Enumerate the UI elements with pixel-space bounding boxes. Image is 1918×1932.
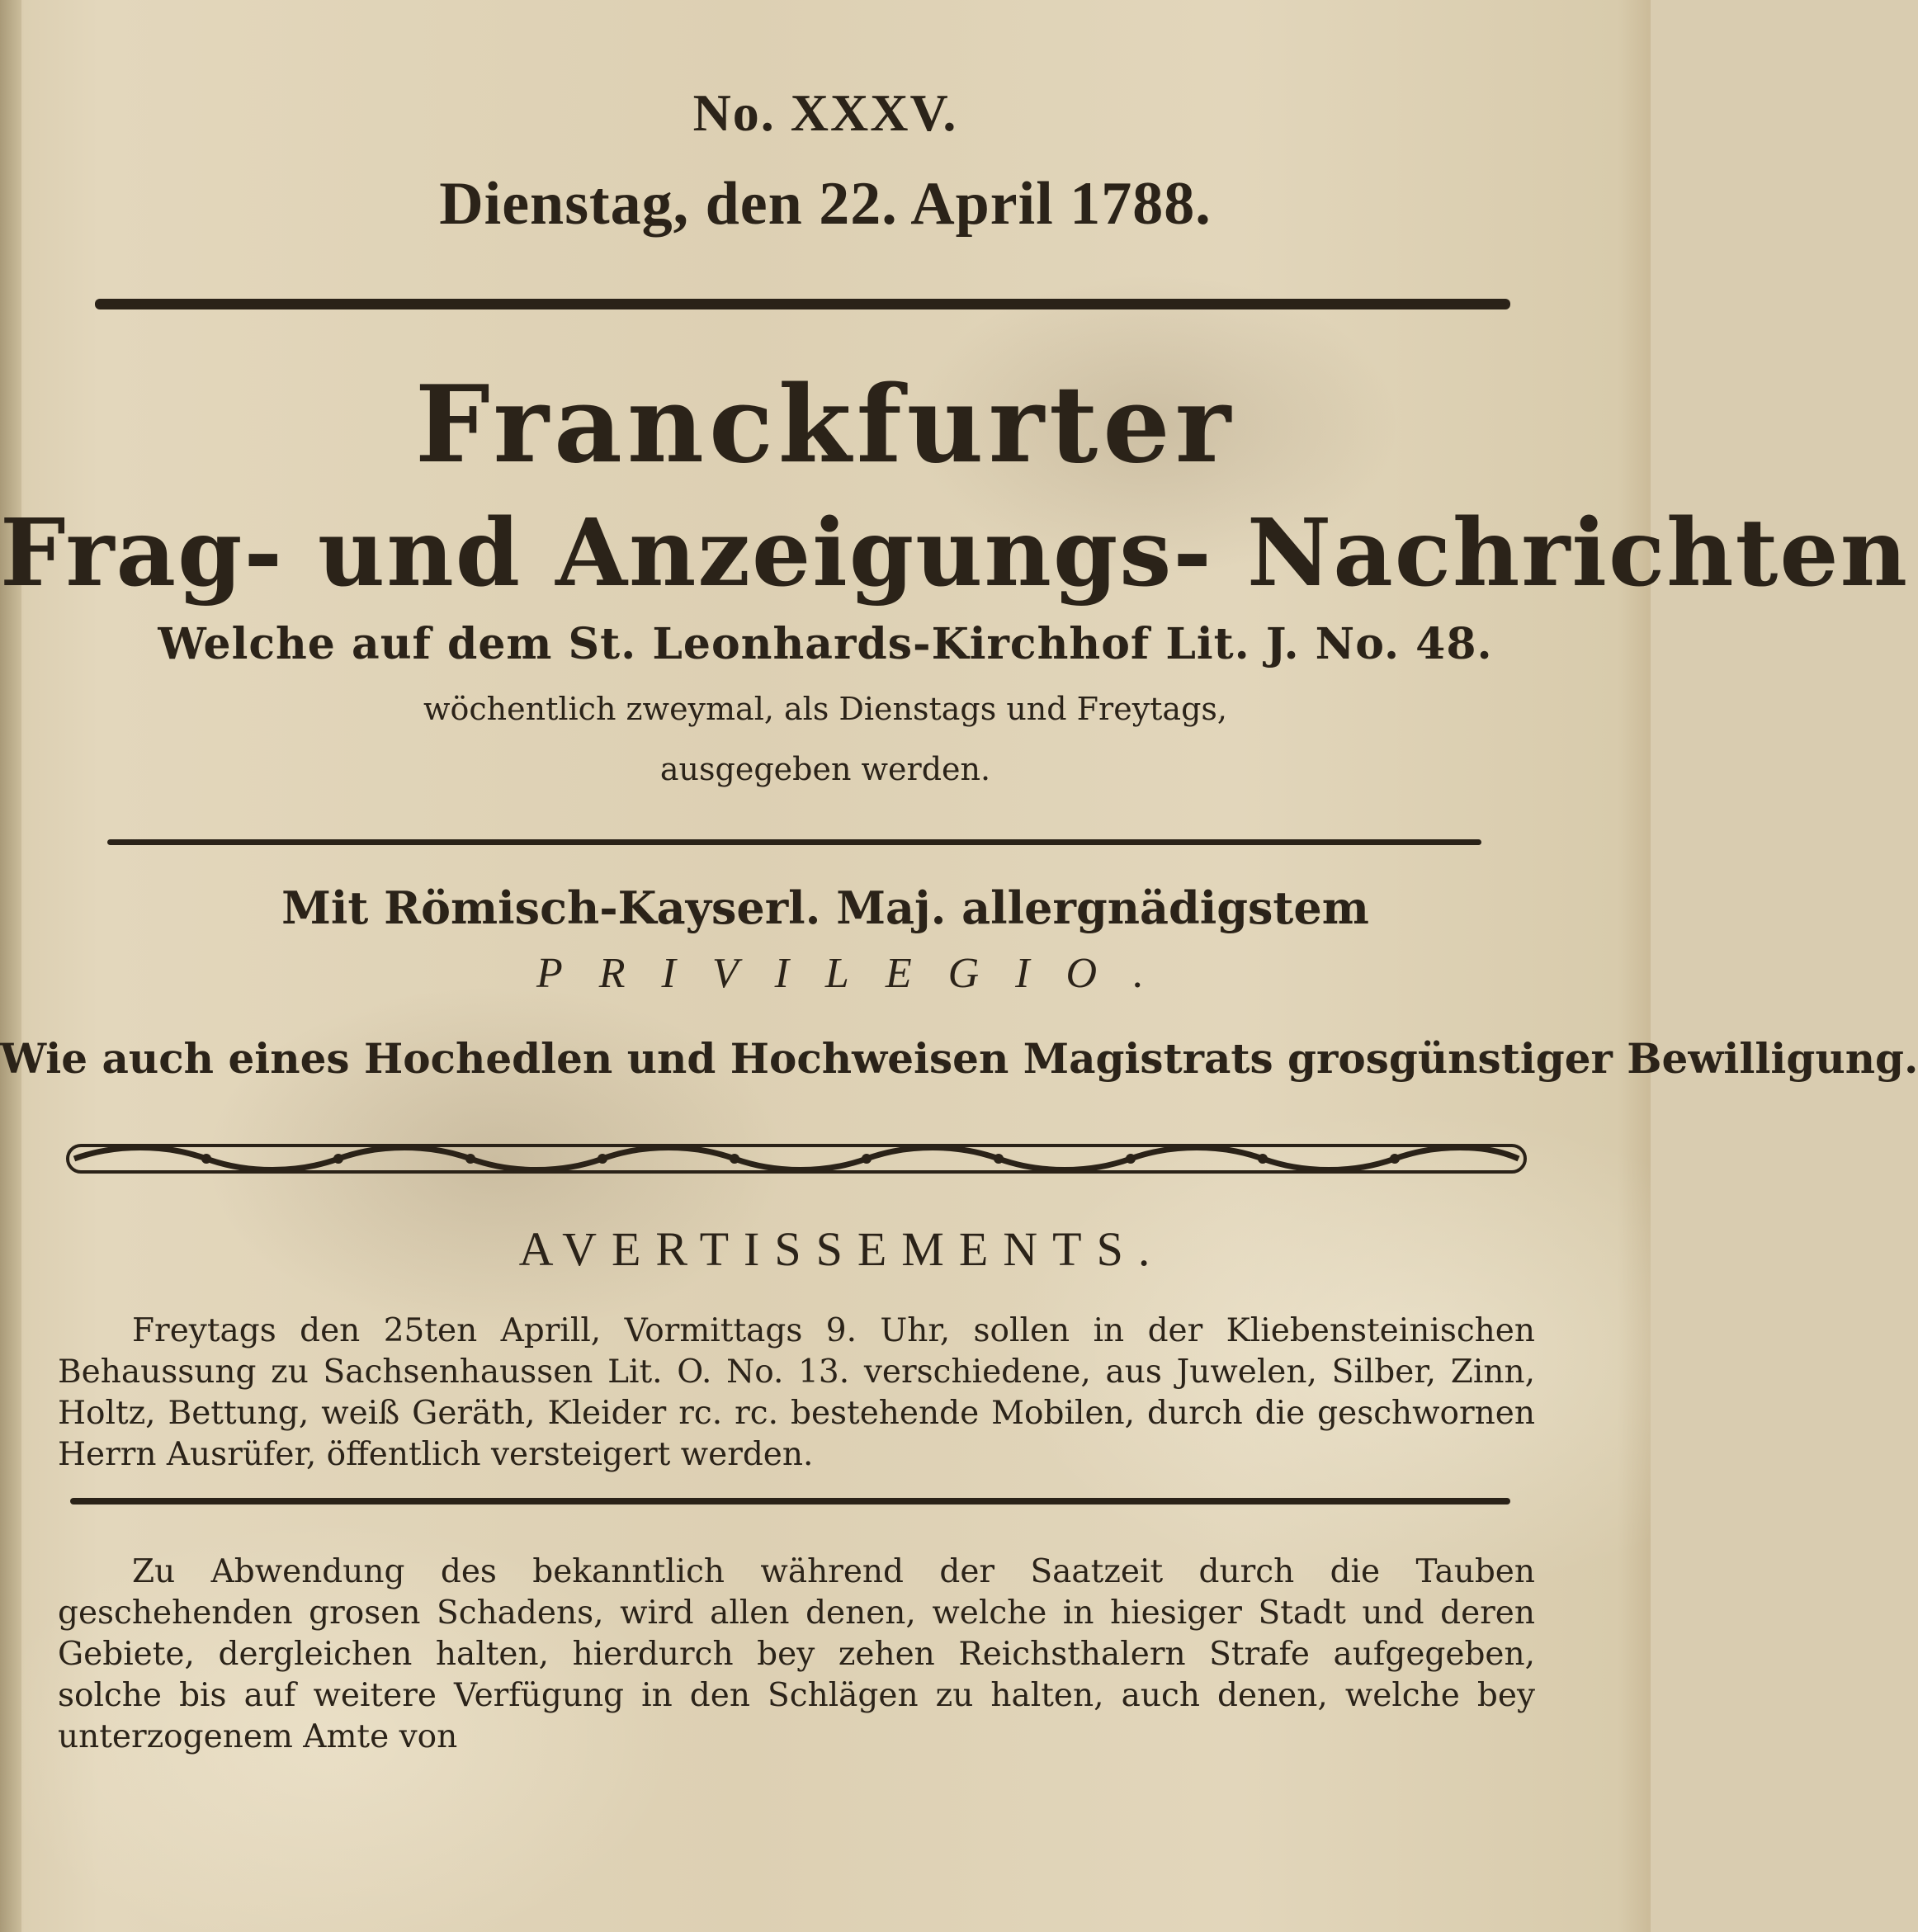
notice-paragraph (58, 1552, 1535, 1758)
privilegio-heading: PRIVILEGIO. (536, 950, 1181, 997)
issue-date: Dienstag, den 22. April 1788. (439, 170, 1212, 238)
publication-schedule-end: ausgegeben werden. (659, 751, 991, 787)
issue-number: No. XXXV. (692, 83, 958, 142)
magistrate-approval-line: Wie auch eines Hochedlen und Hochweisen Magistrats grosgünstiger Bewilligung. (0, 1034, 1918, 1083)
section-heading: AVERTISSEMENTS. (518, 1222, 1165, 1276)
notice-text: Freytags den 25ten Aprill, Vormittags 9. Uhr, sollen in der Kliebensteinischen Behaussung zu Sachsenhaussen Lit. O. No. 13. verschiedene, aus Juwelen, Silber, Zinn, Holtz, Bettung, weiß Geräth, Kleider rc. rc. bestehende Mobilen, durch die geschwornen Herrn Ausrüfer, öffentlich versteigert werden. (58, 1312, 1535, 1473)
chain-ornament (66, 1139, 1527, 1179)
notice-paragraph (58, 1311, 1535, 1476)
middle-divider (107, 839, 1481, 845)
masthead-subtitle: Frag- und Anzeigungs- Nachrichten (0, 499, 1909, 607)
top-divider (95, 299, 1510, 309)
masthead-title: Franckfurter (414, 363, 1236, 487)
publisher-address: Welche auf dem St. Leonhards-Kirchhof Lit. J. No. 48. (158, 619, 1493, 669)
notice-divider (70, 1498, 1510, 1505)
imperial-privilege-line: Mit Römisch-Kayserl. Maj. allergnädigstem (281, 881, 1369, 934)
publication-schedule: wöchentlich zweymal, als Dienstags und Freytags, (423, 691, 1227, 727)
notice-text: Zu Abwendung des bekanntlich während der Saatzeit durch die Tauben geschehenden grosen Schadens, wird allen denen, welche in hiesiger Stadt und deren Gebiete, dergleichen halten, hierdurch bey zehen Reichsthalern Strafe aufgegeben, solche bis auf weitere Verfügung in den Schlägen zu halten, auch denen, welche bey unterzogenem Amte von (58, 1553, 1535, 1755)
